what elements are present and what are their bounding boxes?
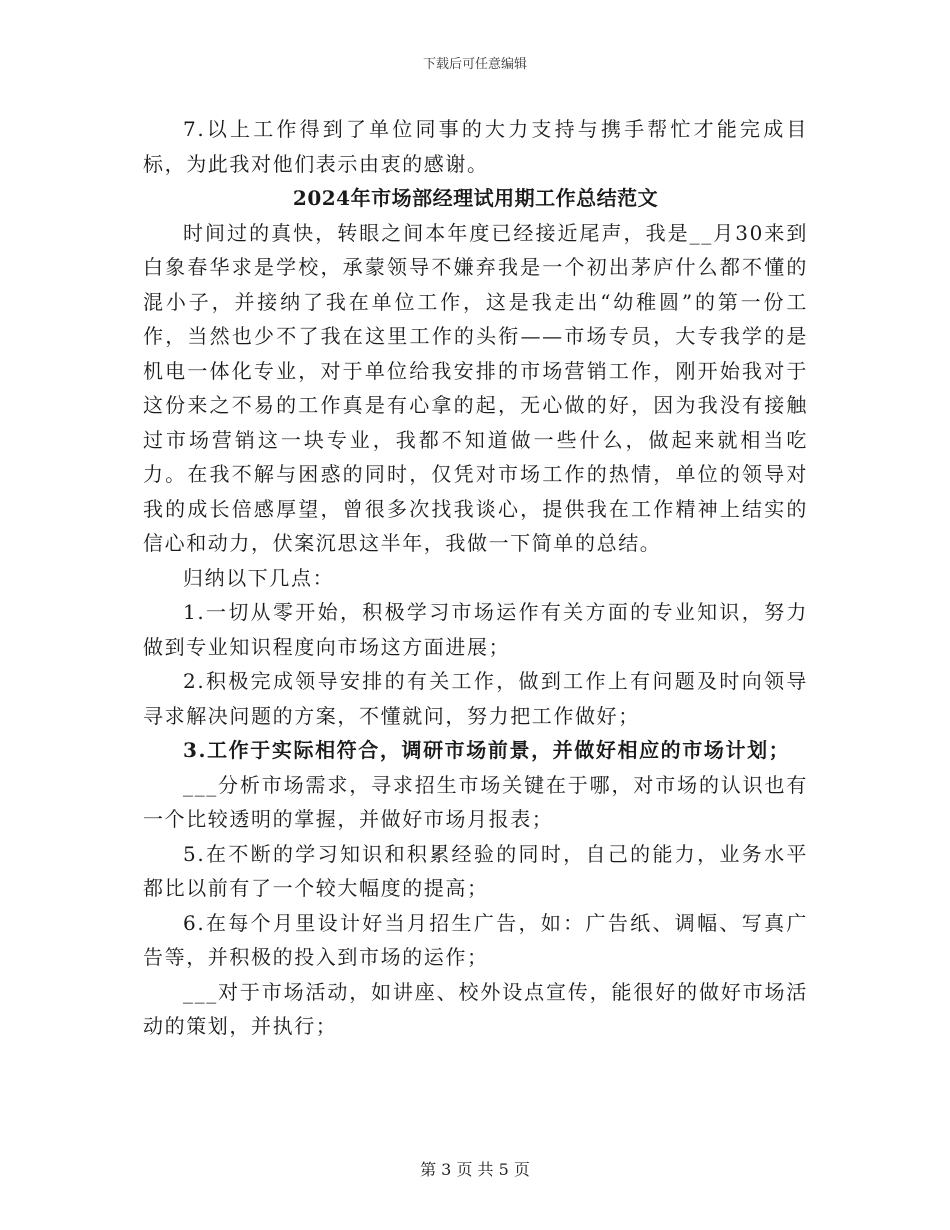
paragraph-1: 时间过的真快，转眼之间本年度已经接近尾声，我是__月30来到白象春华求是学校，承蒙领导不嫌弃我是一个初出茅庐什么都不懂的混小子，并接纳了我在单位工作，这是我走出“幼稚圆”的第一份工作，当然也少不了我在这里工作的头衔——市场专员，大专我学的是机电一体化专业，对于单位给我安排的市场营销工作，刚开始我对于这份来之不易的工作真是有心拿的起，无心做的好，因为我没有接触过市场营销这一块专业，我都不知道做一些什么，做起来就相当吃力。在我不解与困惑的同时，仅凭对市场工作的热情，单位的领导对我的成长倍感厚望，曾很多次找我谈心，提供我在工作精神上结实的信心和动力，伏案沉思这半年，我做一下简单的总结。 xyxy=(143,220,808,555)
list-item-1: 1.一切从零开始，积极学习市场运作有关方面的专业知识，努力做到专业知识程度向市场这方面进展； xyxy=(143,600,808,659)
paragraph-2: 归纳以下几点： xyxy=(183,565,335,590)
page-footer: 第 3 页 共 5 页 xyxy=(420,1160,530,1179)
document-body xyxy=(143,112,808,1044)
paragraph-intro: 7.以上工作得到了单位同事的大力支持与携手帮忙才能完成目标，为此我对他们表示由衷的感谢。 xyxy=(143,117,808,176)
list-item-3: 3.工作于实际相符合，调研市场前景，并做好相应的市场计划； xyxy=(183,738,791,762)
page-header: 下载后可任意编辑 xyxy=(422,57,527,72)
list-item-5: 5.在不断的学习知识和积累经验的同时，自己的能力，业务水平都比以前有了一个较大幅度的提高； xyxy=(143,841,808,900)
list-item-7: ___对于市场活动，如讲座、校外设点宣传，能很好的做好市场活动的策划，并执行； xyxy=(143,979,808,1038)
list-item-2: 2.积极完成领导安排的有关工作，做到工作上有问题及时向领导寻求解决问题的方案，不懂就问，努力把工作做好； xyxy=(143,669,808,728)
list-item-4: ___分析市场需求，寻求招生市场关键在于哪，对市场的认识也有一个比较透明的掌握，并做好市场月报表； xyxy=(143,772,808,831)
section-title: 2024年市场部经理试用期工作总结范文 xyxy=(292,186,659,210)
list-item-6: 6.在每个月里设计好当月招生广告，如：广告纸、调幅、写真广告等，并积极的投入到市场的运作； xyxy=(143,910,808,969)
